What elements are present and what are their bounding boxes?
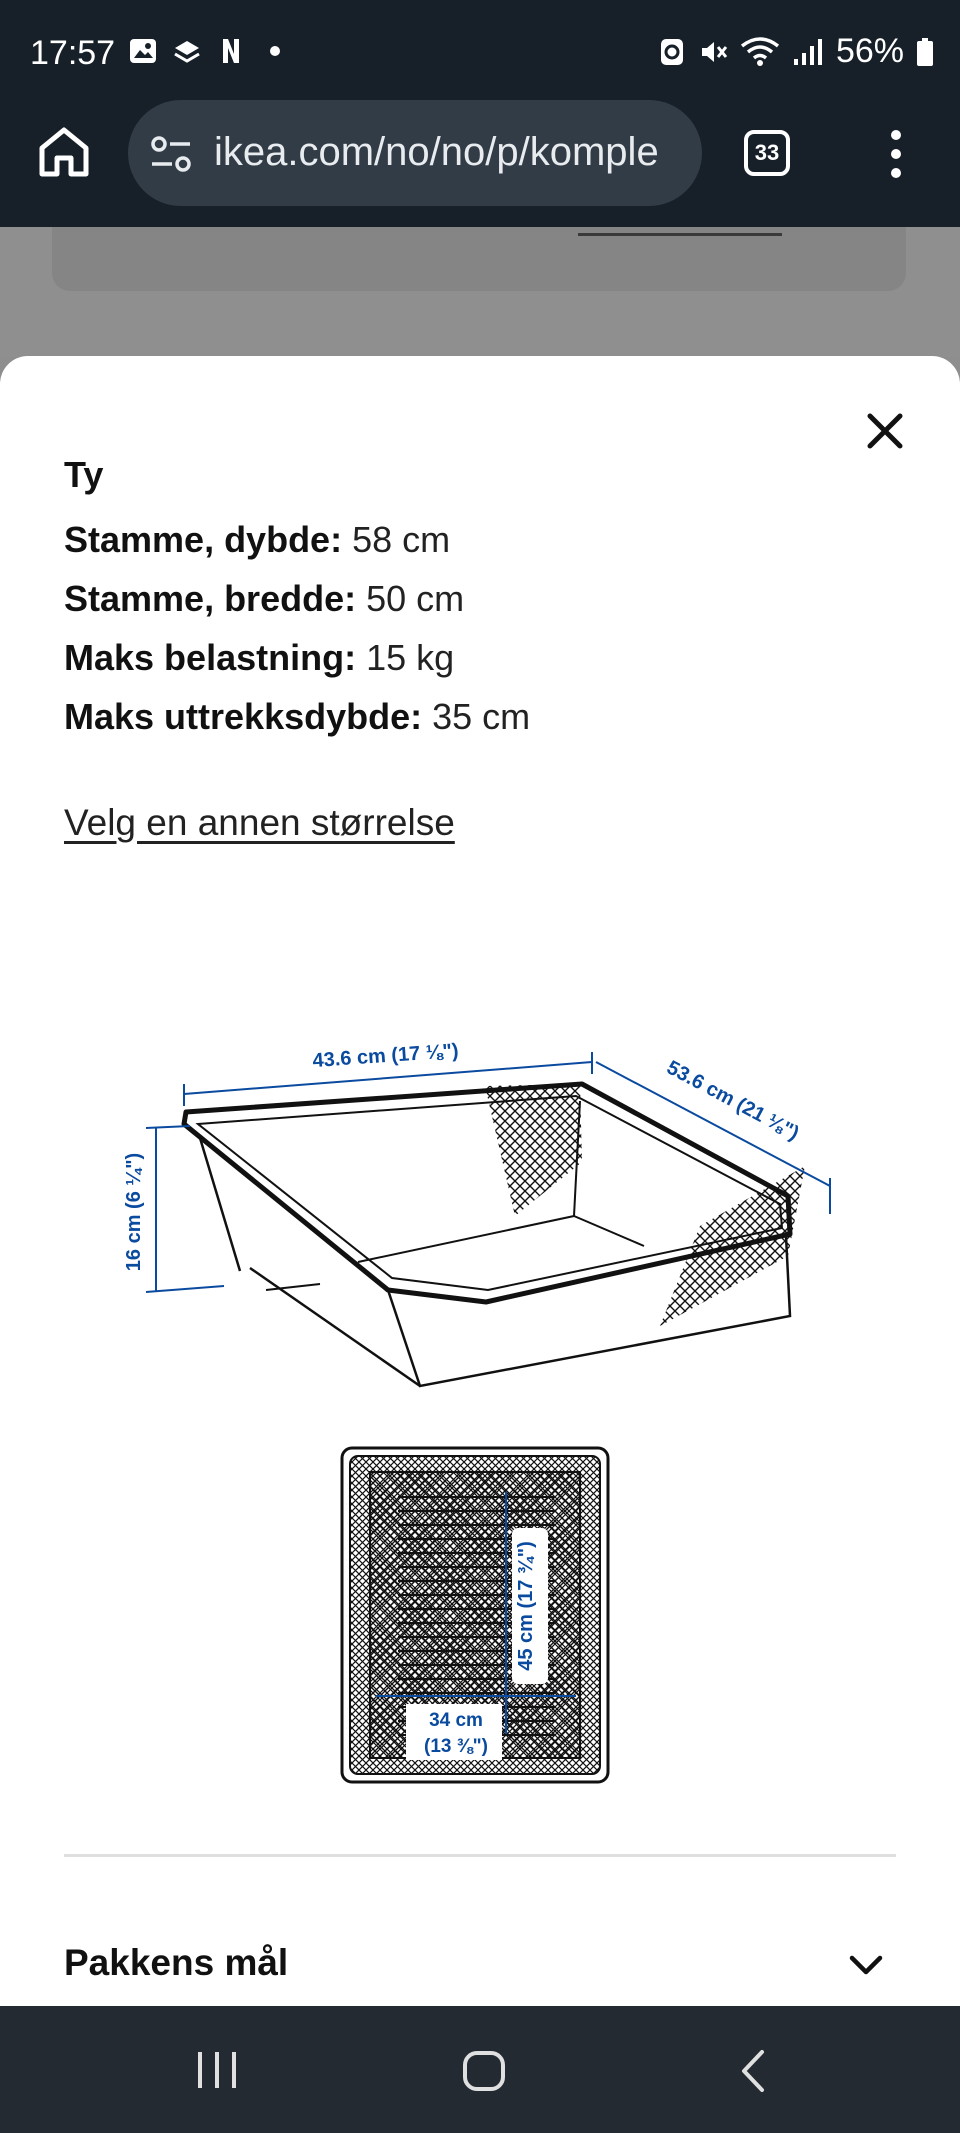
page-backdrop[interactable]: [0, 227, 960, 357]
background-card: [52, 227, 906, 291]
choose-other-size-link[interactable]: Velg en annen størrelse: [64, 802, 455, 843]
height-label: 16 cm (6 ¼"): [123, 1152, 145, 1272]
spec-value: 58 cm: [342, 519, 451, 560]
address-bar[interactable]: [128, 100, 702, 206]
chevron-down-icon[interactable]: [846, 1950, 886, 1980]
wifi-icon: [740, 36, 780, 68]
back-icon[interactable]: [738, 2048, 768, 2094]
browser-chrome: [0, 0, 960, 227]
recent-apps-icon[interactable]: [194, 2050, 240, 2090]
clipped-spec-text: Ty: [64, 454, 104, 495]
data-saver-icon: [658, 37, 686, 67]
section-divider: [64, 1854, 896, 1857]
clipped-spec-line: [64, 454, 124, 504]
netflix-icon: [216, 36, 246, 66]
basket-perspective: [184, 1084, 815, 1386]
spec-row: [64, 628, 904, 687]
home-nav-icon[interactable]: [462, 2050, 506, 2092]
system-icons: [658, 32, 934, 71]
tab-switcher-button[interactable]: 33: [744, 130, 790, 176]
system-navigation-bar: [0, 2006, 960, 2133]
home-icon[interactable]: [36, 124, 92, 180]
spec-row: [64, 569, 904, 628]
status-time: 17:57: [30, 34, 116, 72]
battery-percent: 56%: [835, 32, 904, 70]
inner-width-label-imperial: (13 ⅜"): [424, 1736, 488, 1757]
spec-label: Maks belastning:: [64, 637, 357, 678]
url-text[interactable]: ikea.com/no/no/p/komple: [214, 130, 659, 174]
spec-label: Maks uttrekksdybde:: [64, 696, 423, 737]
depth-label: 53.6 cm (21 ⅛"): [663, 1056, 803, 1145]
inner-depth-label: 45 cm (17 ¾"): [515, 1541, 537, 1671]
spec-row: [64, 687, 904, 746]
close-icon[interactable]: [860, 406, 910, 456]
dimension-illustration: [100, 916, 860, 1757]
battery-icon: [916, 37, 934, 67]
app-notification-icon: [172, 36, 202, 66]
width-label: 43.6 cm (17 ⅛"): [311, 1039, 460, 1073]
package-dimensions-accordion[interactable]: [64, 1942, 896, 2006]
spec-label: Stamme, bredde:: [64, 578, 357, 619]
url-row: [0, 100, 960, 227]
mute-icon: [698, 37, 728, 67]
site-settings-icon[interactable]: [150, 134, 194, 174]
spec-value: 35 cm: [422, 696, 531, 737]
spec-label: Stamme, dybde:: [64, 519, 343, 560]
accordion-title: Pakkens mål: [64, 1942, 289, 1983]
spec-row: [64, 510, 904, 569]
notification-icons: [128, 36, 290, 66]
background-underline: [578, 233, 782, 236]
more-menu-icon[interactable]: [880, 128, 912, 180]
gallery-icon: [128, 36, 158, 66]
status-bar: [0, 0, 960, 100]
spec-list: [64, 510, 904, 746]
inner-width-label: 34 cm: [429, 1710, 483, 1731]
product-details-sheet: [0, 356, 960, 2006]
dot-icon: [260, 36, 290, 66]
spec-value: 15 kg: [356, 637, 455, 678]
spec-value: 50 cm: [356, 578, 465, 619]
signal-icon: [792, 37, 824, 67]
basket-top-view: [342, 1448, 608, 1782]
